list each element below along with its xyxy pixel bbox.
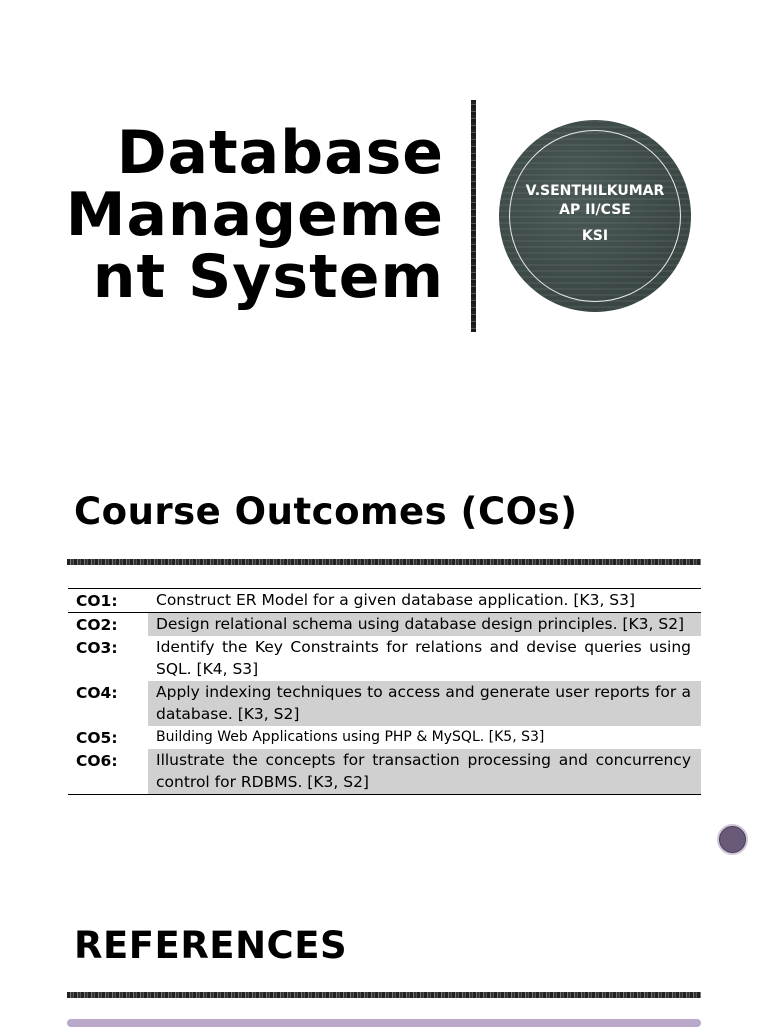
co-code: CO4: [76,684,118,702]
section-rule [67,992,701,998]
references-heading: REFERENCES [74,924,348,967]
course-outcomes-heading: Course Outcomes (COs) [74,490,578,533]
section-rule [67,559,701,565]
co-description: Construct ER Model for a given database application. [K3, S3] [148,589,701,613]
table-row [68,613,701,637]
table-row [68,636,701,681]
table-row [68,589,701,613]
co-description: Identify the Key Constraints for relations and devise queries using SQL. [K4, S3] [156,638,691,678]
table-row [68,749,701,795]
title-line: Manageme [65,180,444,250]
table-row [68,681,701,726]
co-description: Illustrate the concepts for transaction processing and concurrency control for RDBMS. [K3, S2] [148,749,701,795]
title-line: Database [116,118,444,188]
co-code: CO1: [68,589,148,613]
title-line: nt System [92,242,444,312]
course-outcomes-table [68,588,701,795]
author-role: AP II/CSE [559,202,631,218]
next-content-strip [67,1019,701,1027]
slide-title [44,118,444,312]
co-description: Building Web Applications using PHP & MySQL. [K5, S3] [156,729,545,745]
co-description: Apply indexing techniques to access and generate user reports for a database. [K3, S2] [148,681,701,726]
co-description: Design relational schema using database design principles. [K3, S2] [148,613,701,637]
co-code: CO3: [76,639,118,657]
co-code: CO5: [76,729,118,747]
author-name: V.SENTHILKUMAR [525,183,665,199]
title-divider [471,100,476,332]
co-code: CO2: [76,616,118,634]
badge-text [499,182,691,246]
table-row [68,726,701,749]
author-org: KSI [581,228,609,244]
author-badge [499,120,691,312]
co-code: CO6: [76,752,118,770]
slide-nav-button[interactable] [719,826,746,853]
